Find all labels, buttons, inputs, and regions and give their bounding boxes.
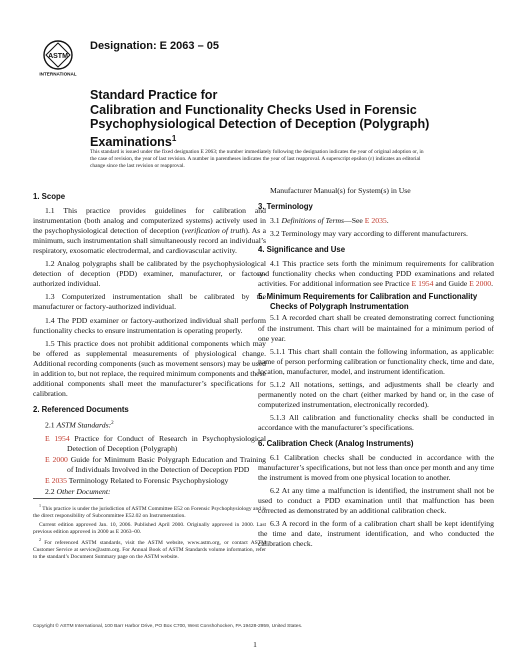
manufacturer-manual-ref: Manufacturer Manual(s) for System(s) in Use: [270, 186, 411, 195]
paragraph-1-2: 1.2 Analog polygraphs shall be calibrated by the psychophysiological detection of deception (PDD) examiner, manufacturer, or factory-authorized individual.: [33, 259, 266, 289]
title-line-3: Examinations: [90, 134, 172, 149]
p2-2-num: 2.2: [45, 486, 55, 496]
paragraph-5-1-2: 5.1.2 All notations, settings, and adjustments shall be clearly and permanently noted on the chart (either marked by hand or, in the case of computerized instrumentation, electronically recorded).: [258, 379, 494, 409]
paragraph-5-1-3: 5.1.3 All calibration and functionality checks shall be conducted in accordance with the manufacturer’s specifications.: [258, 412, 494, 432]
p3-1-num: 3.1: [270, 216, 280, 226]
p1-1-text-a: 1.1 This practice provides guidelines for calibration and instrumentation (both analog and computerized systems) actively used in the psychophysiological detection of deception (: [33, 206, 266, 236]
ref-link-e2000[interactable]: E 2000: [45, 454, 68, 464]
title-line-2: Psychophysiological Detection of Deception (Polygraph): [90, 117, 430, 131]
svg-text:ASTM: ASTM: [48, 53, 68, 60]
section-2-heading: 2. Referenced Documents: [33, 404, 129, 414]
p1-1-text-b: ). As a minimum, such instrumentation shall simultaneously record an individual’s respiratory, exosomatic electrodermal, and cardiovascular activity.: [33, 226, 267, 256]
paragraph-2-1: [33, 419, 266, 431]
p3-1-mid: —See: [344, 216, 365, 226]
page-number: 1: [253, 640, 257, 649]
title-line-1: Calibration and Functionality Checks Used in Forensic: [90, 102, 417, 117]
p2-2-italic: Other Document:: [56, 486, 111, 496]
paragraph-1-3: 1.3 Computerized instrumentation shall be calibrated by the manufacturer or factory-authorized individual.: [33, 292, 266, 312]
section-3-heading: 3. Terminology: [258, 202, 313, 212]
footnote-2-text: For referenced ASTM standards, visit the ASTM website, www.astm.org, or contact ASTM Customer Service at service@astm.org. For Annual Book of ASTM Standards volume information, refer to the standard’s Document Summary page on the ASTM website.: [33, 540, 266, 561]
section-6-heading: 6. Calibration Check (Analog Instruments): [258, 438, 414, 448]
footnote-2: [33, 537, 266, 561]
paragraph-4-1: [258, 259, 494, 289]
footnote-2-mark: 2: [39, 537, 41, 543]
ref-link-e1954[interactable]: E 1954: [45, 433, 70, 443]
copyright-notice: Copyright © ASTM International, 100 Barr Harbor Drive, PO Box C700, West Conshohocken, PA 19428-2959, United States.: [33, 624, 303, 629]
logo-text: INTERNATIONAL: [39, 71, 77, 77]
astm-logo-icon: [38, 38, 78, 78]
p3-1-italic: Definitions of Terms: [281, 216, 345, 226]
p2-1-italic: ASTM Standards:: [56, 420, 112, 430]
footnotes: [33, 503, 266, 563]
section-1-heading: 1. Scope: [33, 192, 66, 201]
p4-1-text: 4.1 This practice sets forth the minimum requirements for calibration and functionality checks when conducting PDD examinations and related activities. For additional information see Practice: [258, 259, 494, 289]
document-title: [90, 88, 470, 149]
section-4-heading: 4. Significance and Use: [258, 245, 346, 255]
p2-1-footnote-mark: 2: [111, 420, 114, 426]
link-e2035[interactable]: E 2035: [364, 216, 387, 226]
paragraph-6-1: 6.1 Calibration checks shall be conducted in accordance with the manufacturer’s specifications, but not less than once per month and any time the instrument is moved from one physical location to another.: [258, 453, 494, 483]
footnote-1b: Current edition approved Jan. 10, 2006. Published April 2000. Originally approved in 2000. Last previous edition approved in 2000 as E 2063–00.: [33, 521, 266, 535]
right-column: [258, 186, 494, 552]
reference-item: [45, 455, 266, 475]
issuance-notice: This standard is issued under the fixed designation E 2063; the number immediately following the designation indicates the year of original adoption or, in the case of revision, the year of last revision. A number in parentheses indicates the year of last reapproval. A superscript epsilon (ε) indicates an editorial change since the last revision or reapproval.: [90, 149, 424, 169]
p2-1-num: 2.1: [45, 420, 55, 430]
p4-1-mid: and Guide: [433, 279, 470, 289]
paragraph-1-1: [33, 206, 266, 256]
paragraph-1-5: 1.5 This practice does not prohibit additional components which may be offered as supplemental measurements of physiological change. Additional recording components (such as movement sensors) may be used in addition to, but not replace, the required minimum components and these additional components shall meet the manufacturer’s specifications for calibration.: [33, 338, 266, 398]
ref-link-e2035[interactable]: E 2035: [45, 475, 67, 485]
paragraph-2-2: [33, 487, 266, 497]
p4-1-end: .: [491, 279, 494, 289]
footnote-1-mark: 1: [39, 503, 41, 508]
ref-text: Guide for Minimum Basic Polygraph Education and Training of Individuals Involved in the Detection of Deception PDD: [67, 454, 267, 474]
p1-1-italic: verification of truth: [184, 226, 246, 236]
ref-text: Terminology Related to Forensic Psychophysiology: [67, 475, 229, 485]
link-e2000[interactable]: E 2000: [469, 279, 492, 289]
link-e1954[interactable]: E 1954: [411, 279, 434, 289]
footnote-1-text: This practice is under the jurisdiction of ASTM Committee E52 on Forensic Psychophysiology and is the direct responsibility of Subcommittee E52.02 on Instrumentation.: [33, 505, 266, 519]
ref-text: Practice for Conduct of Research in Psychophysiological Detection of Deception (Polygraph): [67, 433, 266, 453]
p3-1-end: .: [386, 216, 389, 226]
left-column: [33, 186, 266, 500]
paragraph-3-2: 3.2 Terminology may vary according to different manufacturers.: [270, 229, 468, 239]
title-footnote-mark: 1: [171, 133, 177, 143]
paragraph-5-1: 5.1 A recorded chart shall be created demonstrating correct functioning of the instrument. This chart will be maintained for a minimum period of one year.: [258, 313, 494, 343]
footnote-1: [33, 503, 266, 520]
paragraph-6-2: 6.2 At any time a malfunction is identified, the instrument shall not be used to conduct a PDD examination until that malfunction has been corrected as demonstrated by an additional calibration check.: [258, 486, 494, 516]
paragraph-3-1: [258, 216, 494, 226]
section-5-heading: 5. Minimum Requirements for Calibration and Functionality Checks of Polygraph Instrumentation: [258, 292, 478, 312]
title-kind: Standard Practice for: [90, 88, 218, 102]
paragraph-5-1-1: 5.1.1 This chart shall contain the following information, as applicable: name of person performing calibration or functionality check, time and date, location, manufacturer, model, and instrument identification.: [258, 346, 494, 376]
designation: Designation: E 2063 – 05: [90, 40, 219, 52]
footnote-divider: [33, 498, 103, 499]
paragraph-1-4: 1.4 The PDD examiner or factory-authorized individual shall perform functionality checks to ensure instrumentation is operating properly.: [33, 315, 266, 335]
paragraph-6-3: 6.3 A record in the form of a calibration chart shall be kept identifying the time and date, instrument identification, and who conducted the calibration check.: [258, 519, 494, 549]
reference-item: [45, 434, 266, 454]
reference-item: [45, 476, 266, 486]
